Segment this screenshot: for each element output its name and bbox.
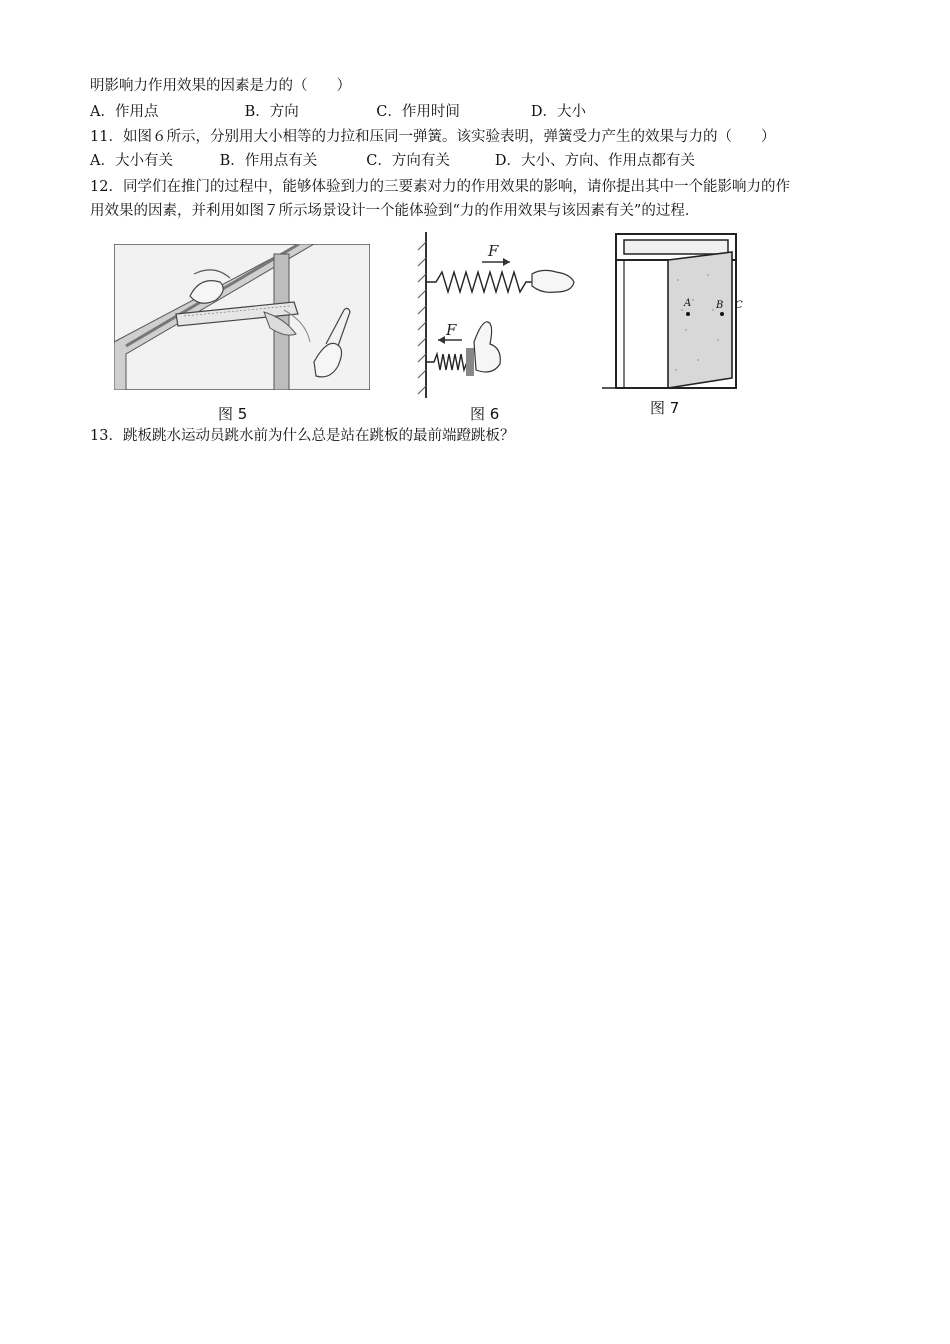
question-12-line2: 用效果的因素，并利用如图７所示场景设计一个能体验到“力的作用效果与该因素有关”的过程． <box>90 203 700 219</box>
fig7-point-c-label: C <box>735 300 743 311</box>
figure-5-ruler-image <box>114 244 370 390</box>
fig6-force-label-top: F <box>488 242 499 260</box>
option-a: A．作用点 <box>90 104 159 120</box>
question-12-line1: 12．同学们在推门的过程中，能够体验到力的三要素对力的作用效果的影响，请你提出其中一个能影响力的作 <box>90 179 790 195</box>
option-c: C．方向有关 <box>366 153 450 169</box>
option-c: C．作用时间 <box>376 104 460 120</box>
q11-options <box>90 151 695 171</box>
figure-7-caption: 图 7 <box>650 399 680 417</box>
question-13: 13．跳板跳水运动员跳水前为什么总是站在跳板的最前端蹬跳板？ <box>90 428 515 444</box>
figure-6-caption: 图 6 <box>470 405 500 423</box>
fig7-point-a-label: A <box>684 298 692 309</box>
option-d: D．大小 <box>530 104 586 120</box>
option-a: A．大小有关 <box>90 153 173 169</box>
fig7-point-b-label: B <box>716 300 724 311</box>
question-11: 11．如图６所示，分别用大小相等的力拉和压同一弹簧。该实验表明，弹簧受力产生的效果与力的（ ） <box>90 129 776 145</box>
option-b: B．作用点有关 <box>219 153 318 169</box>
fig6-force-label-bottom: F <box>446 321 457 339</box>
q10-options <box>90 102 586 122</box>
option-d: D．大小、方向、作用点都有关 <box>494 153 695 169</box>
option-b: B．方向 <box>244 104 299 120</box>
figure-7-door-image <box>598 230 758 390</box>
figure-6-spring-image <box>410 232 590 398</box>
question-stem-line: 明影响力作用效果的因素是力的（ ） <box>90 78 351 94</box>
figure-5-caption: 图 5 <box>218 405 248 423</box>
